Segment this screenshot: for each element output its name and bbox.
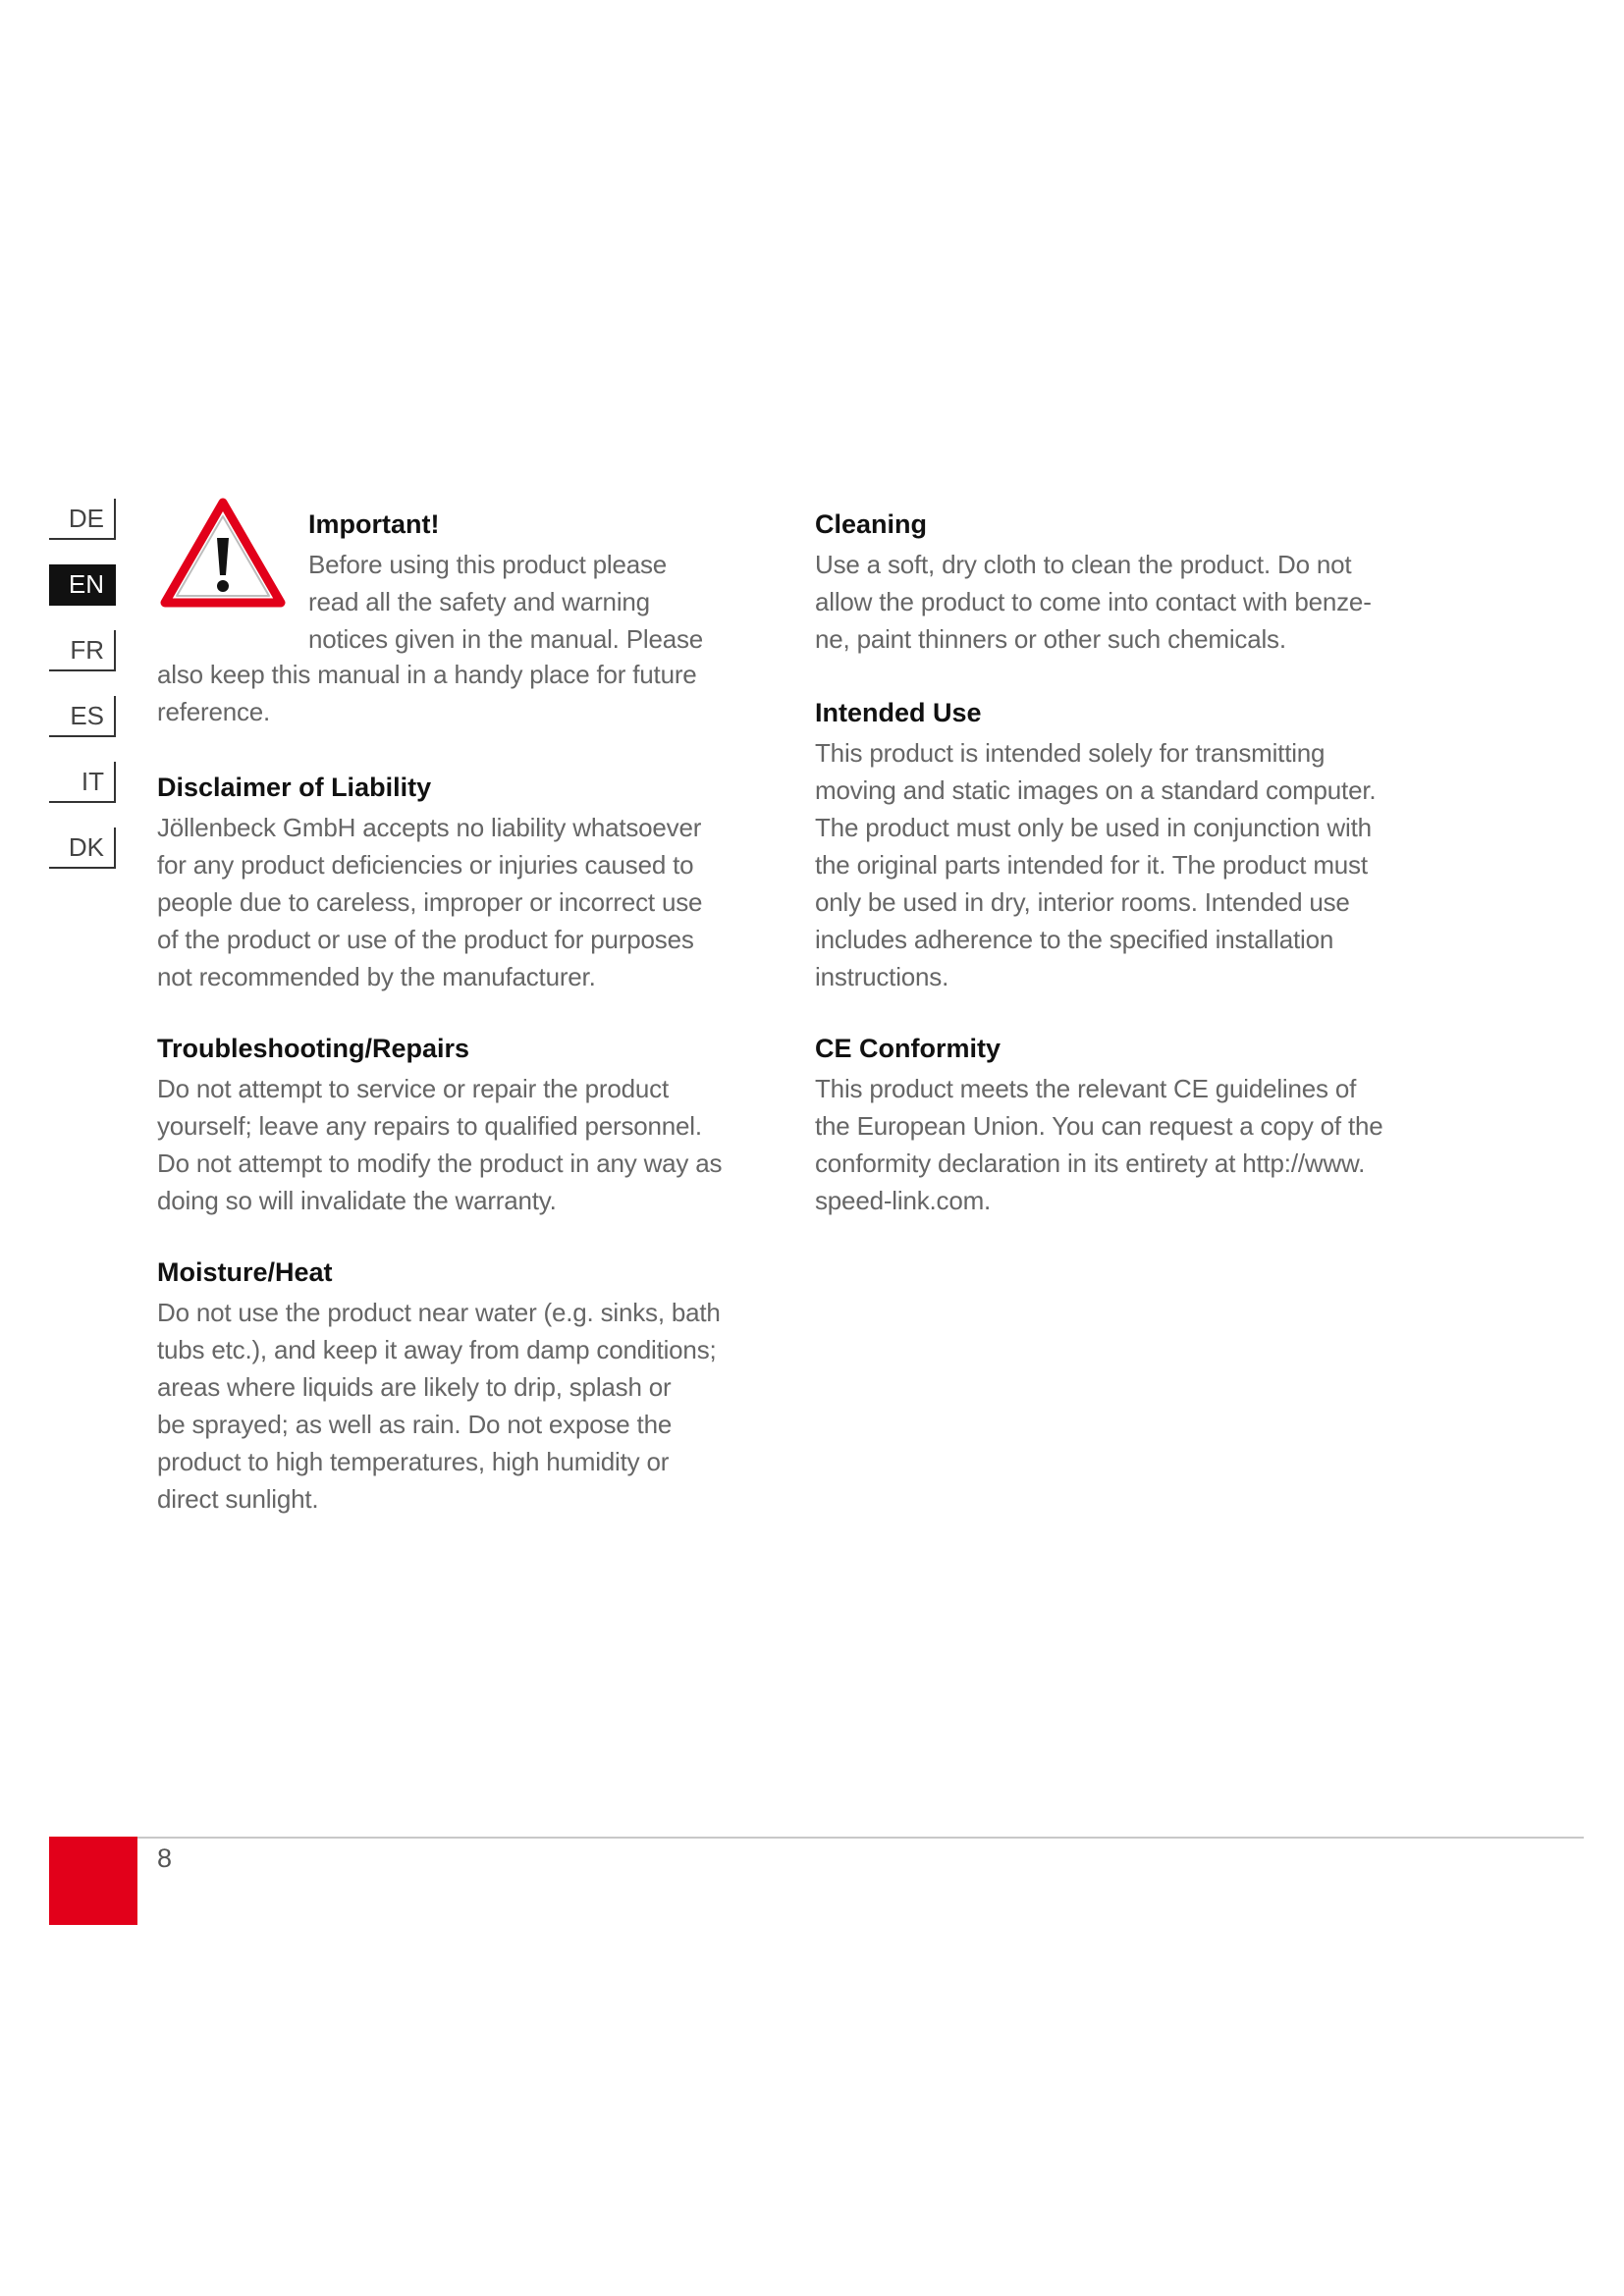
moisture-heading: Moisture/Heat	[157, 1257, 333, 1287]
important-body-continued	[157, 656, 746, 730]
lang-tab-it[interactable]: IT	[49, 762, 116, 803]
lang-tab-es[interactable]: ES	[49, 696, 116, 737]
cleaning-body: Use a soft, dry cloth to clean the product. Do not allow the product to come into contact with benze- ne, paint thinners or other such chemicals.	[815, 550, 1372, 654]
important-body-continued-text: also keep this manual in a handy place for future reference.	[157, 660, 697, 726]
disclaimer-section	[157, 770, 746, 995]
intended-use-section	[815, 695, 1443, 995]
cleaning-section	[815, 507, 1443, 658]
moisture-section	[157, 1255, 746, 1518]
cleaning-heading: Cleaning	[815, 509, 928, 539]
important-heading: Important!	[308, 509, 440, 539]
troubleshooting-heading: Troubleshooting/Repairs	[157, 1034, 470, 1063]
important-section	[308, 507, 721, 658]
lang-tab-en[interactable]: EN	[49, 564, 116, 606]
lang-tab-dk[interactable]: DK	[49, 828, 116, 869]
ce-conformity-section	[815, 1031, 1443, 1219]
disclaimer-heading: Disclaimer of Liability	[157, 773, 432, 802]
troubleshooting-body: Do not attempt to service or repair the product yourself; leave any repairs to qualified personnel. Do not attempt to modify the product in any way as doing so will invalidate the warranty.	[157, 1074, 723, 1215]
lang-tab-fr[interactable]: FR	[49, 630, 116, 671]
troubleshooting-section	[157, 1031, 746, 1219]
ce-conformity-body: This product meets the relevant CE guidelines of the European Union. You can request a copy of the conformity declaration in its entirety at http://www. speed-link.com.	[815, 1074, 1383, 1215]
ce-conformity-heading: CE Conformity	[815, 1034, 1001, 1063]
footer-accent-block	[49, 1837, 137, 1925]
intended-use-body: This product is intended solely for transmitting moving and static images on a standard computer. The product must only be used in conjunction with the original parts intended for it. The product must only be used in dry, interior rooms. Intended use includes adherence to the specified installation instructions.	[815, 738, 1377, 991]
warning-triangle-icon	[159, 497, 287, 609]
intended-use-heading: Intended Use	[815, 698, 982, 727]
lang-tab-de[interactable]: DE	[49, 499, 116, 540]
footer-rule	[137, 1837, 1584, 1839]
important-body: Before using this product please read all the safety and warning notices given in the manual. Please	[308, 550, 704, 654]
page-number: 8	[157, 1843, 173, 1873]
moisture-body: Do not use the product near water (e.g. sinks, bath tubs etc.), and keep it away from damp conditions; areas where liquids are likely to drip, splash or be sprayed; as well as rain. Do not expose the product to high temperatures, high humidity or direct sunlight.	[157, 1298, 721, 1514]
disclaimer-body: Jöllenbeck GmbH accepts no liability whatsoever for any product deficiencies or injuries caused to people due to careless, improper or incorrect use of the product or use of the product for purposes not recommended by the manufacturer.	[157, 813, 703, 991]
